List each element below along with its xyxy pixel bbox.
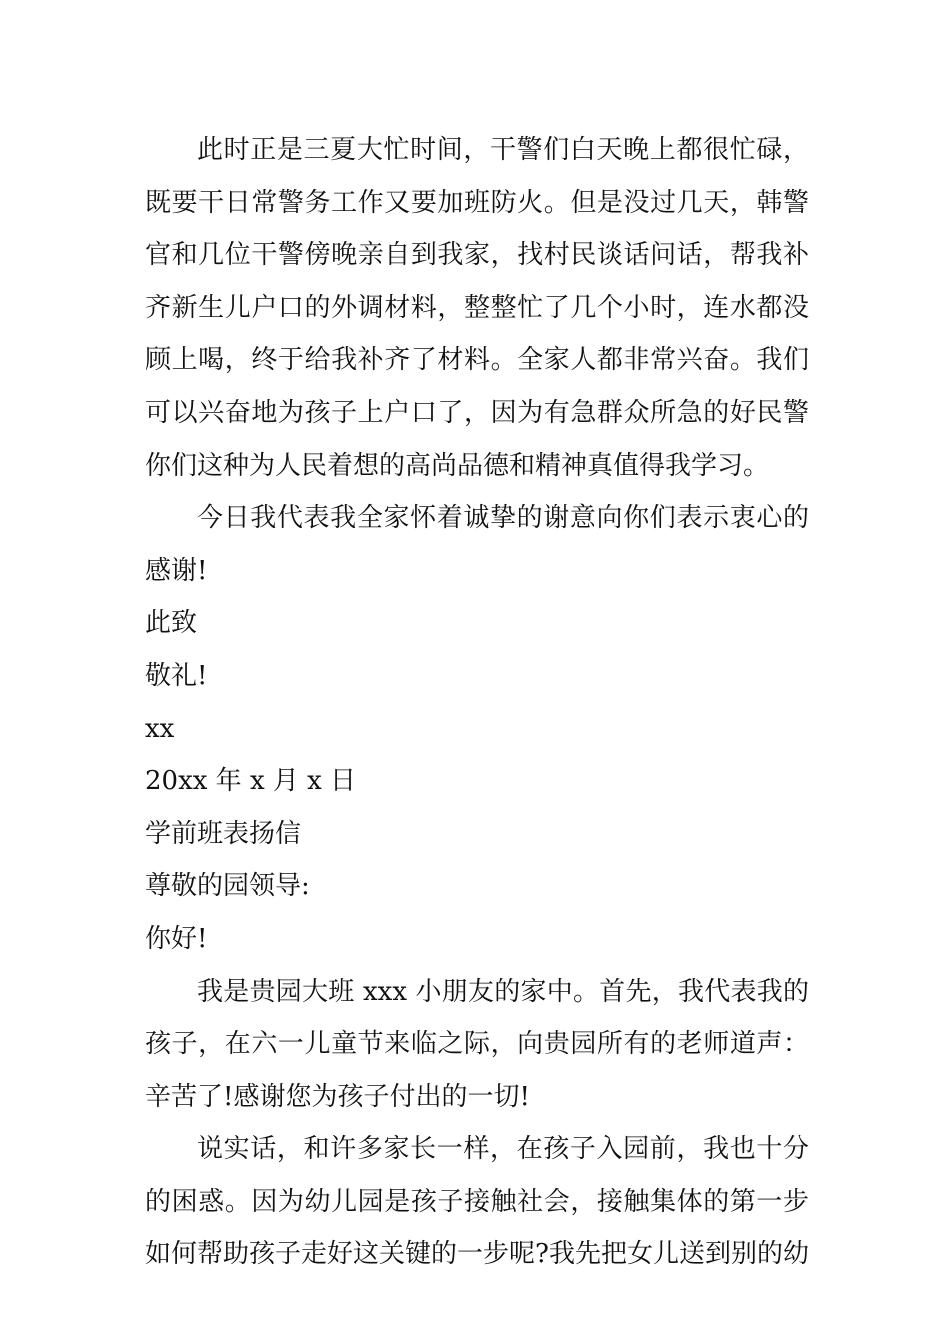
signature-name: xx bbox=[145, 713, 175, 744]
document-body bbox=[145, 124, 809, 1281]
signature-date: 20xx 年 x 月 x 日 bbox=[145, 766, 357, 797]
letter-title: 学前班表扬信 bbox=[145, 818, 302, 849]
paragraph-honestly: 说实话，和许多家长一样，在孩子入园前，我也十分的困惑。因为幼儿园是孩子接触社会，接触集体的第一步如何帮助孩子走好这关键的一步呢?我先把女儿送到别的幼 bbox=[145, 1134, 809, 1270]
letter-addressee: 尊敬的园领导: bbox=[145, 871, 310, 902]
letter-greeting: 你好! bbox=[145, 923, 208, 954]
paragraph-introduction: 我是贵园大班 xxx 小朋友的家中。首先，我代表我的孩子，在六一儿童节来临之际，向贵园所有的老师道声：辛苦了!感谢您为孩子付出的一切! bbox=[145, 976, 809, 1112]
paragraph-police-help: 此时正是三夏大忙时间，干警们白天晚上都很忙碌，既要干日常警务工作又要加班防火。但是没过几天，韩警官和几位干警傍晚亲自到我家，找村民谈话问话，帮我补齐新生儿户口的外调材料，整整忙了几个小时，连水都没顾上喝，终于给我补齐了材料。全家人都非常兴奋。我们可以兴奋地为孩子上户口了，因为有急群众所急的好民警你们这种为人民着想的高尚品德和精神真值得我学习。 bbox=[145, 135, 809, 481]
closing-regards: 敬礼! bbox=[145, 660, 208, 691]
paragraph-thanks: 今日我代表我全家怀着诚挚的谢意向你们表示衷心的感谢! bbox=[145, 503, 809, 586]
closing-salutation: 此致 bbox=[145, 608, 198, 639]
